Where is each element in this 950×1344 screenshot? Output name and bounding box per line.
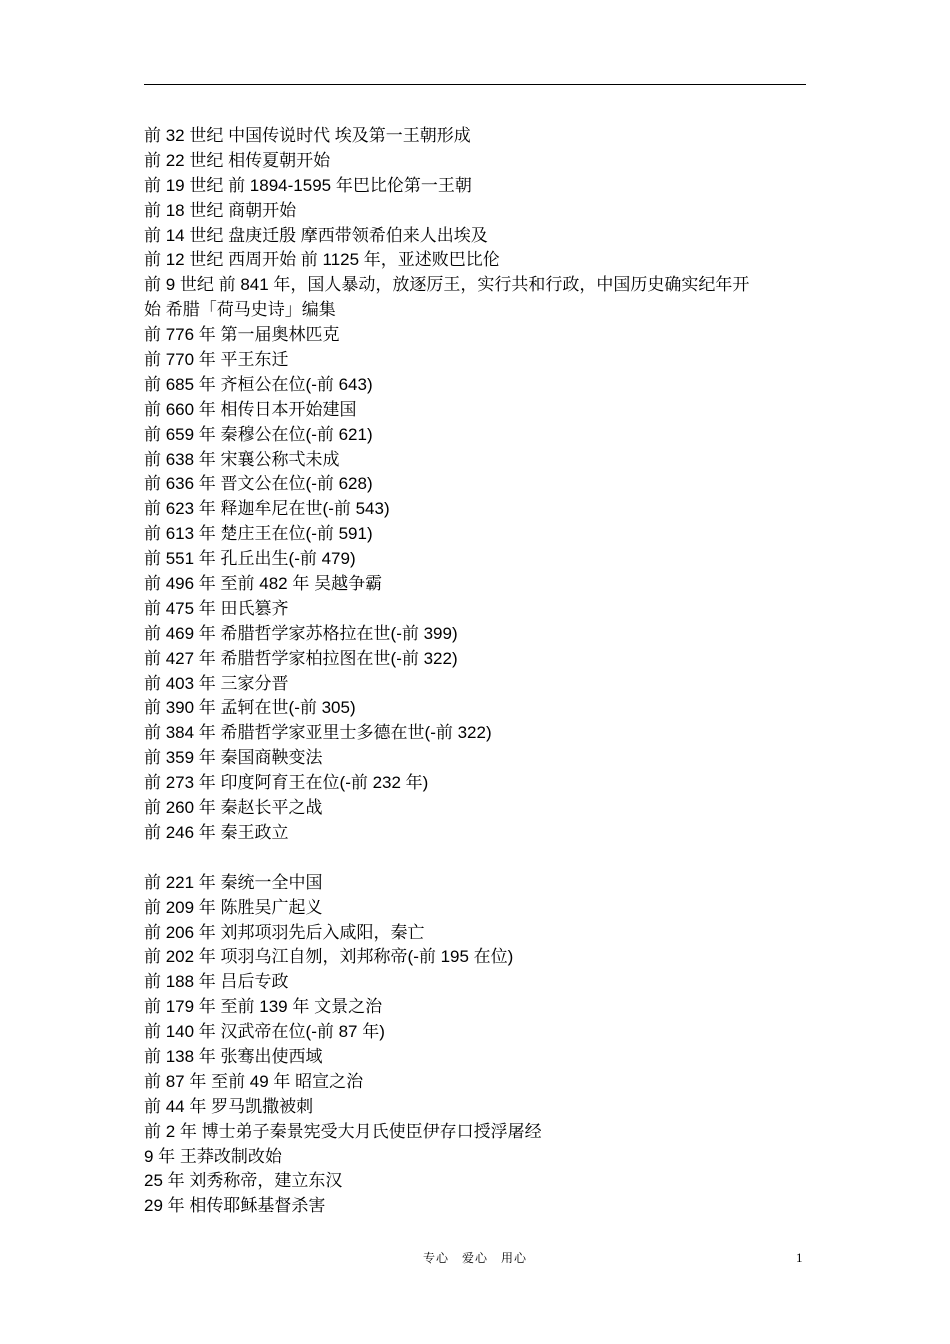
timeline-line: 前 140 年 汉武帝在位(-前 87 年) bbox=[144, 1022, 385, 1042]
timeline-line: 前 496 年 至前 482 年 吴越争霸 bbox=[144, 574, 383, 594]
timeline-line: 前 427 年 希腊哲学家柏拉图在世(-前 322) bbox=[144, 648, 458, 668]
timeline-line: 前 87 年 至前 49 年 昭宣之治 bbox=[144, 1071, 364, 1091]
timeline-line: 前 188 年 吕后专政 bbox=[144, 972, 289, 992]
timeline-line: 前 260 年 秦赵长平之战 bbox=[144, 798, 323, 818]
timeline-text bbox=[144, 124, 808, 1219]
timeline-line: 前 209 年 陈胜吴广起义 bbox=[144, 897, 323, 917]
timeline-line: 前 390 年 孟轲在世(-前 305) bbox=[144, 698, 356, 718]
timeline-line: 前 44 年 罗马凯撒被刺 bbox=[144, 1096, 314, 1116]
timeline-line: 29 年 相传耶稣基督杀害 bbox=[144, 1196, 326, 1216]
timeline-line: 前 638 年 宋襄公称弌未成 bbox=[144, 449, 340, 469]
timeline-line: 前 475 年 田氏篡齐 bbox=[144, 598, 289, 618]
footer-motto: 专心 爱心 用心 bbox=[422, 1251, 527, 1265]
timeline-line: 前 636 年 晋文公在位(-前 628) bbox=[144, 474, 373, 494]
timeline-line: 前 551 年 孔丘出生(-前 479) bbox=[144, 549, 356, 569]
timeline-line: 前 384 年 希腊哲学家亚里士多德在世(-前 322) bbox=[144, 723, 492, 743]
timeline-line: 前 22 世纪 相传夏朝开始 bbox=[144, 150, 331, 170]
timeline-line: 前 246 年 秦王政立 bbox=[144, 822, 289, 842]
timeline-line: 前 776 年 第一届奥林匹克 bbox=[144, 325, 340, 345]
page-number: 1 bbox=[796, 1250, 803, 1265]
timeline-line: 前 9 世纪 前 841 年，国人暴动，放逐厉王，实行共和行政，中国历史确实纪年开 bbox=[144, 275, 750, 295]
timeline-line: 前 206 年 刘邦项羽先后入咸阳，秦亡 bbox=[144, 922, 425, 942]
timeline-line: 前 469 年 希腊哲学家苏格拉在世(-前 399) bbox=[144, 623, 458, 643]
timeline-line: 前 202 年 项羽乌江自刎，刘邦称帝(-前 195 在位) bbox=[144, 947, 514, 967]
timeline-line: 前 659 年 秦穆公在位(-前 621) bbox=[144, 424, 373, 444]
header-rule bbox=[144, 84, 806, 85]
timeline-line: 25 年 刘秀称帝，建立东汉 bbox=[144, 1171, 343, 1191]
timeline-line: 前 138 年 张骞出使西域 bbox=[144, 1046, 323, 1066]
timeline-line: 前 19 世纪 前 1894-1595 年巴比伦第一王朝 bbox=[144, 175, 472, 195]
timeline-line: 前 273 年 印度阿育王在位(-前 232 年) bbox=[144, 773, 429, 793]
timeline-line: 前 623 年 释迦牟尼在世(-前 543) bbox=[144, 499, 390, 519]
timeline-line: 前 14 世纪 盘庚迁殷 摩西带领希伯来人出埃及 bbox=[144, 225, 488, 245]
timeline-line: 始 希腊「荷马史诗」编集 bbox=[144, 300, 336, 320]
timeline-line: 前 770 年 平王东迁 bbox=[144, 350, 289, 370]
blank-line bbox=[144, 846, 808, 871]
timeline-line: 前 359 年 秦国商鞅变法 bbox=[144, 748, 323, 768]
timeline-line: 前 403 年 三家分晋 bbox=[144, 673, 289, 693]
timeline-line: 前 32 世纪 中国传说时代 埃及第一王朝形成 bbox=[144, 126, 471, 145]
timeline-line: 9 年 王莽改制改始 bbox=[144, 1146, 282, 1166]
timeline-line: 前 685 年 齐桓公在位(-前 643) bbox=[144, 374, 373, 394]
timeline-line: 前 12 世纪 西周开始 前 1125 年，亚述败巴比伦 bbox=[144, 250, 500, 270]
timeline-line: 前 221 年 秦统一全中国 bbox=[144, 872, 323, 892]
timeline-line: 前 613 年 楚庄王在位(-前 591) bbox=[144, 524, 373, 544]
timeline-line: 前 2 年 博士弟子秦景宪受大月氏使臣伊存口授浮屠经 bbox=[144, 1121, 542, 1141]
timeline-line: 前 179 年 至前 139 年 文景之治 bbox=[144, 997, 383, 1017]
timeline-line: 前 660 年 相传日本开始建国 bbox=[144, 399, 357, 419]
timeline-line: 前 18 世纪 商朝开始 bbox=[144, 200, 297, 220]
